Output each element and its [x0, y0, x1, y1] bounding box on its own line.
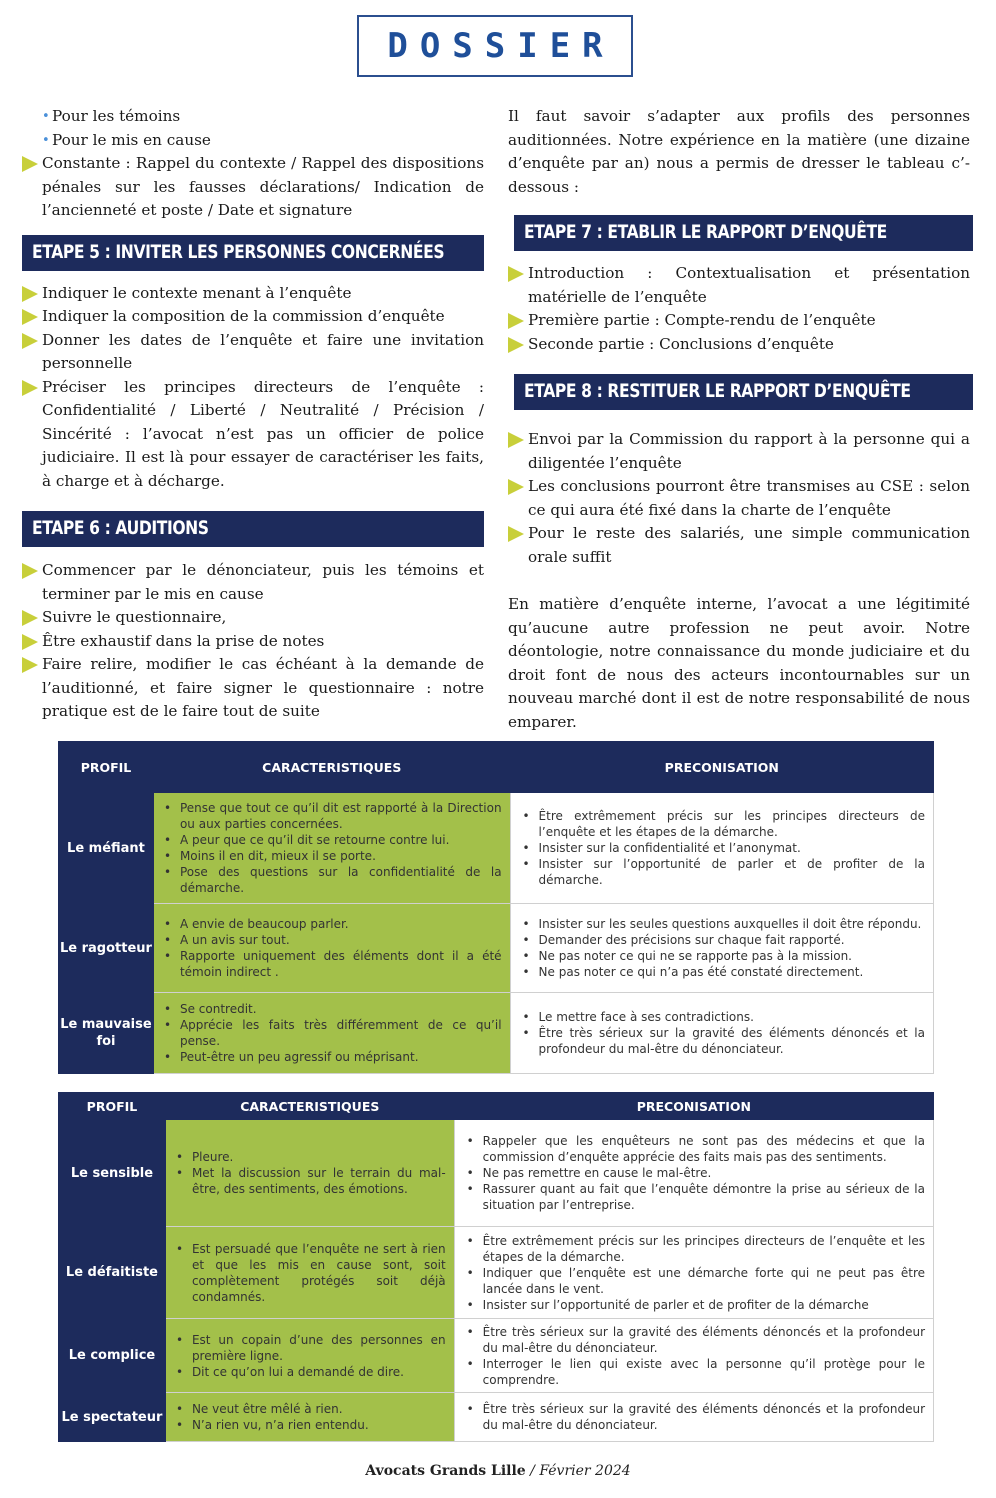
- list-item: Suivre le questionnaire,: [22, 606, 484, 630]
- column-header-preconisation: PRECONISATION: [454, 1093, 933, 1120]
- list-item: • Ne veut être mêlé à rien.: [172, 1401, 446, 1417]
- list-item: • Le mettre face à ses contradictions.: [519, 1009, 925, 1025]
- list-item: • Se contredit.: [160, 1001, 502, 1017]
- publication-date: / Février 2024: [525, 1463, 631, 1479]
- section-header: [357, 15, 633, 77]
- column-header-profil: PROFIL: [59, 742, 154, 793]
- list-item: Les conclusions pourront être transmises au CSE : selon ce qui aura été fixé dans la charte de l’enquête: [508, 475, 970, 522]
- list-item: • Pour le mis en cause: [22, 129, 484, 153]
- step-6-list: [22, 559, 484, 724]
- list-item: Introduction : Contextualisation et présentation matérielle de l’enquête: [508, 262, 970, 309]
- triangle-arrow-icon: [508, 313, 524, 329]
- caracteristiques-cell: [153, 904, 510, 993]
- preconisation-cell: [510, 793, 933, 904]
- preconisation-cell: [454, 1393, 933, 1442]
- table-row: [59, 1393, 934, 1442]
- profil-cell: Le mauvaise foi: [59, 993, 154, 1074]
- list-item: • Indiquer que l’enquête est une démarche forte qui ne peut pas être lancée dans le vent.: [463, 1265, 925, 1297]
- profil-cell: Le spectateur: [59, 1393, 166, 1442]
- list-item: Indiquer la composition de la commission d’enquête: [22, 305, 484, 329]
- list-item: • Être extrêmement précis sur les principes directeurs de l’enquête et les étapes de la démarche.: [463, 1233, 925, 1265]
- list-item: • Insister sur les seules questions auxquelles il doit être répondu.: [519, 916, 925, 932]
- triangle-arrow-icon: [22, 333, 38, 349]
- triangle-arrow-icon: [22, 563, 38, 579]
- list-item: • A envie de beaucoup parler.: [160, 916, 502, 932]
- preconisation-cell: [454, 1319, 933, 1393]
- profiles-table-1: [58, 741, 934, 1074]
- caracteristiques-cell: [165, 1227, 454, 1319]
- list-item: • Pleure.: [172, 1149, 446, 1165]
- publication-name: Avocats Grands Lille: [365, 1463, 526, 1479]
- list-item: • Être très sérieux sur la gravité des éléments dénoncés et la profondeur du mal-être du dénonciateur.: [519, 1025, 925, 1057]
- list-item: • Peut-être un peu agressif ou méprisant.: [160, 1049, 502, 1065]
- list-item: • Rassurer quant au fait que l’enquête démontre la prise au sérieux de la situation par l’entreprise.: [463, 1181, 925, 1213]
- right-column: [508, 105, 970, 734]
- triangle-arrow-icon: [22, 634, 38, 650]
- caracteristiques-cell: [165, 1319, 454, 1393]
- triangle-arrow-icon: [22, 156, 38, 172]
- list-item: • A un avis sur tout.: [160, 932, 502, 948]
- list-item: Première partie : Compte-rendu de l’enquête: [508, 309, 970, 333]
- list-item: Commencer par le dénonciateur, puis les témoins et terminer par le mis en cause: [22, 559, 484, 606]
- triangle-arrow-icon: [508, 479, 524, 495]
- left-column: [22, 105, 484, 724]
- section-title: DOSSIER: [387, 26, 615, 66]
- list-item: Faire relire, modifier le cas échéant à la demande de l’auditionné, et faire signer le questionnaire : notre pratique est de le faire tout de suite: [22, 653, 484, 724]
- column-header-preconisation: PRECONISATION: [510, 742, 933, 793]
- step-8-list: [508, 428, 970, 569]
- caracteristiques-cell: [153, 793, 510, 904]
- triangle-arrow-icon: [508, 266, 524, 282]
- table-row: [59, 993, 934, 1074]
- triangle-arrow-icon: [508, 432, 524, 448]
- profil-cell: Le complice: [59, 1319, 166, 1393]
- column-header-caracteristiques: CARACTERISTIQUES: [153, 742, 510, 793]
- caracteristiques-cell: [165, 1393, 454, 1442]
- triangle-arrow-icon: [22, 380, 38, 396]
- step-7-heading: ETAPE 7 : ETABLIR LE RAPPORT D’ENQUÊTE: [514, 215, 973, 251]
- triangle-arrow-icon: [22, 610, 38, 626]
- preconisation-cell: [510, 904, 933, 993]
- table-row: [59, 1120, 934, 1227]
- list-item: • Demander des précisions sur chaque fait rapporté.: [519, 932, 925, 948]
- list-item: • Pense que tout ce qu’il dit est rapporté à la Direction ou aux parties concernées.: [160, 800, 502, 832]
- profil-cell: Le méfiant: [59, 793, 154, 904]
- list-item: • Être très sérieux sur la gravité des éléments dénoncés et la profondeur du mal-être du dénonciateur.: [463, 1324, 925, 1356]
- caracteristiques-cell: [165, 1120, 454, 1227]
- list-item: • N’a rien vu, n’a rien entendu.: [172, 1417, 446, 1433]
- caracteristiques-cell: [153, 993, 510, 1074]
- list-item: Envoi par la Commission du rapport à la personne qui a diligentée l’enquête: [508, 428, 970, 475]
- column-header-profil: PROFIL: [59, 1093, 166, 1120]
- list-item: • Apprécie les faits très différemment de ce qu’il pense.: [160, 1017, 502, 1049]
- list-item: • Ne pas remettre en cause le mal-être.: [463, 1165, 925, 1181]
- triangle-arrow-icon: [22, 309, 38, 325]
- list-item: • Insister sur la confidentialité et l’anonymat.: [519, 840, 925, 856]
- list-item: Donner les dates de l’enquête et faire une invitation personnelle: [22, 329, 484, 376]
- bullet-dot-icon: •: [42, 132, 50, 148]
- step-7-list: [508, 262, 970, 356]
- list-item: • Insister sur l’opportunité de parler et de profiter de la démarche: [463, 1297, 925, 1313]
- list-item: • Est persuadé que l’enquête ne sert à rien et que les mis en cause sont, soit complètement protégés soit déjà condamnés.: [172, 1241, 446, 1305]
- list-item: • Est un copain d’une des personnes en première ligne.: [172, 1332, 446, 1364]
- triangle-arrow-icon: [22, 286, 38, 302]
- step-5-heading: ETAPE 5 : INVITER LES PERSONNES CONCERNÉES: [22, 235, 484, 271]
- list-item: • Moins il en dit, mieux il se porte.: [160, 848, 502, 864]
- profiles-table-2: [58, 1092, 934, 1442]
- table-row: [59, 793, 934, 904]
- list-item: Pour le reste des salariés, une simple communication orale suffit: [508, 522, 970, 569]
- conclusion-paragraph: En matière d’enquête interne, l’avocat a une légitimité qu’aucune autre profession ne peut avoir. Notre déontologie, notre connaissance du monde judiciaire et du droit font de nous des acteurs incontournables sur un nouveau marché dont il est de notre responsabilité de nous emparer.: [508, 595, 970, 731]
- list-item: • Rapporte uniquement des éléments dont il a été témoin indirect .: [160, 948, 502, 980]
- profil-cell: Le sensible: [59, 1120, 166, 1227]
- column-header-caracteristiques: CARACTERISTIQUES: [165, 1093, 454, 1120]
- list-item: Indiquer le contexte menant à l’enquête: [22, 282, 484, 306]
- list-item: • Insister sur l’opportunité de parler et de profiter de la démarche.: [519, 856, 925, 888]
- table-row: [59, 1319, 934, 1393]
- step-8-heading: ETAPE 8 : RESTITUER LE RAPPORT D’ENQUÊTE: [514, 374, 973, 410]
- list-item: • Ne pas noter ce qui ne se rapporte pas à la mission.: [519, 948, 925, 964]
- list-item: • Pour les témoins: [22, 105, 484, 129]
- triangle-arrow-icon: [508, 526, 524, 542]
- list-item: • Dit ce qu’on lui a demandé de dire.: [172, 1364, 446, 1380]
- table-row: [59, 1227, 934, 1319]
- step-6-heading: ETAPE 6 : AUDITIONS: [22, 511, 484, 547]
- list-item: • Interroger le lien qui existe avec la personne qu’il protège pour le comprendre.: [463, 1356, 925, 1388]
- list-item: • A peur que ce qu’il dit se retourne contre lui.: [160, 832, 502, 848]
- list-item: • Ne pas noter ce qui n’a pas été constaté directement.: [519, 964, 925, 980]
- intro-paragraph: Il faut savoir s’adapter aux profils des personnes auditionnées. Notre expérience en la matière (une dizaine d’enquête par an) nous a permis de dresser le tableau c’-dessous :: [508, 107, 970, 196]
- list-item: Seconde partie : Conclusions d’enquête: [508, 333, 970, 357]
- list-item: Constante : Rappel du contexte / Rappel des dispositions pénales sur les fausses déclarations/ Indication de l’ancienneté et poste / Date et signature: [22, 152, 484, 223]
- list-item: • Être extrêmement précis sur les principes directeurs de l’enquête et les étapes de la démarche.: [519, 808, 925, 840]
- page-footer: [0, 1463, 996, 1479]
- triangle-arrow-icon: [508, 337, 524, 353]
- list-item: Être exhaustif dans la prise de notes: [22, 630, 484, 654]
- preconisation-cell: [454, 1120, 933, 1227]
- preconisation-cell: [454, 1227, 933, 1319]
- list-item: • Met la discussion sur le terrain du mal-être, des sentiments, des émotions.: [172, 1165, 446, 1197]
- list-item: • Être très sérieux sur la gravité des éléments dénoncés et la profondeur du mal-être du dénonciateur.: [463, 1401, 925, 1433]
- profil-cell: Le ragotteur: [59, 904, 154, 993]
- list-item: Préciser les principes directeurs de l’enquête : Confidentialité / Liberté / Neutralité / Précision / Sincérité : l’avocat n’est pas un officier de police judiciaire. Il est là pour essayer de caractériser les faits, à charge et à décharge.: [22, 376, 484, 494]
- step-5-list: [22, 282, 484, 494]
- list-item: • Pose des questions sur la confidentialité de la démarche.: [160, 864, 502, 896]
- table-row: [59, 904, 934, 993]
- bullet-dot-icon: •: [42, 109, 50, 124]
- triangle-arrow-icon: [22, 657, 38, 673]
- profil-cell: Le défaitiste: [59, 1227, 166, 1319]
- list-item: • Rappeler que les enquêteurs ne sont pas des médecins et que la commission d’enquête apprécie des faits mais pas des sentiments.: [463, 1133, 925, 1165]
- preconisation-cell: [510, 993, 933, 1074]
